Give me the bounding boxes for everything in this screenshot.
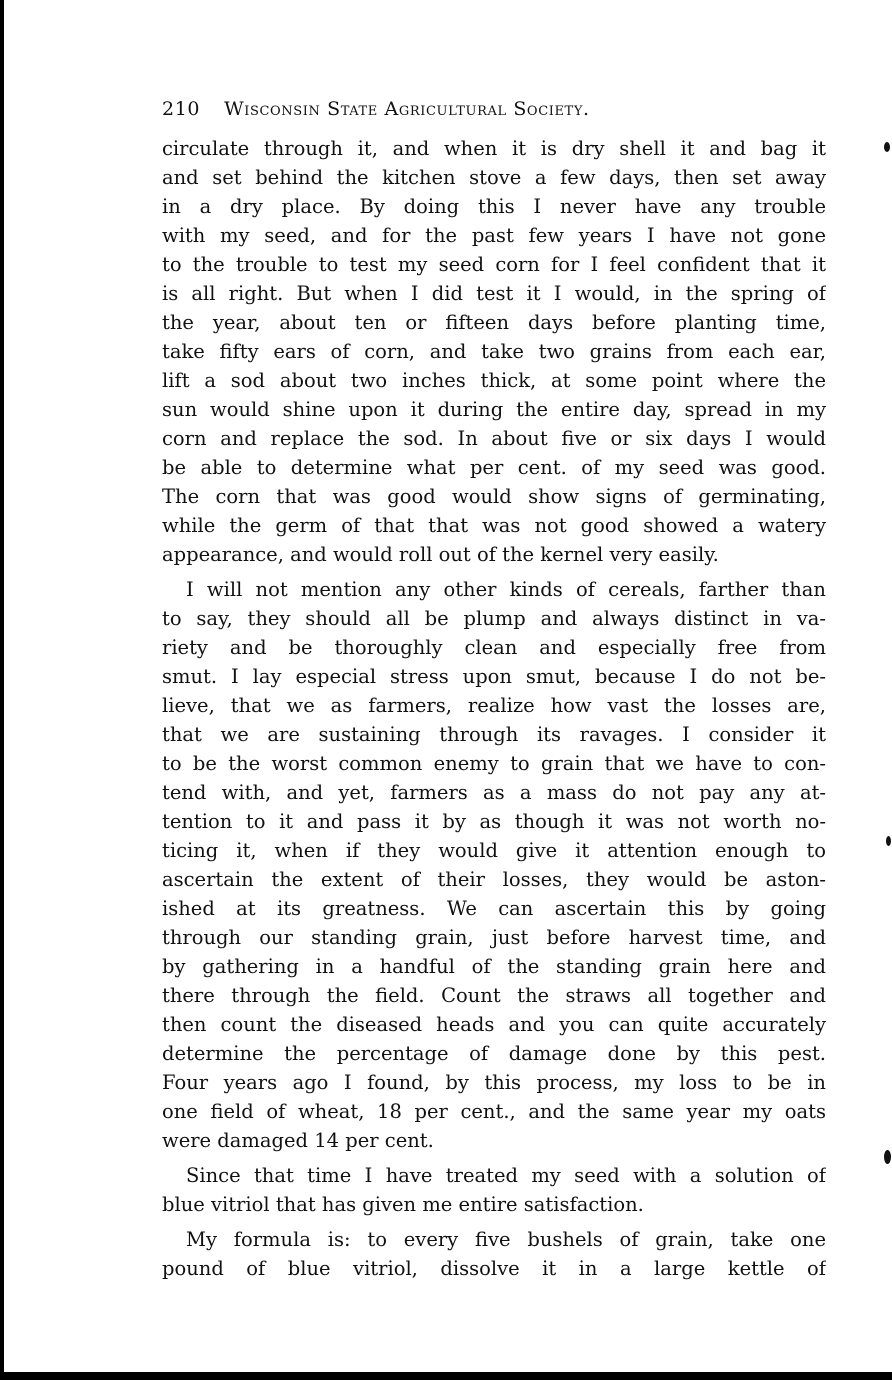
text-line: smut. I lay especial stress upon smut, because I do not be-	[162, 665, 826, 688]
text-line: appearance, and would roll out of the kernel very easily.	[162, 543, 719, 566]
text-line: circulate through it, and when it is dry shell it and bag it	[162, 137, 826, 160]
text-line: blue vitriol that has given me entire satisfaction.	[162, 1193, 644, 1216]
text-line: Since that time I have treated my seed with a solution of	[186, 1164, 826, 1187]
text-line: tention to it and pass it by as though it was not worth no-	[162, 810, 826, 833]
text-line: while the germ of that that was not good showed a watery	[162, 514, 826, 537]
text-line: My formula is: to every five bushels of grain, take one	[186, 1228, 826, 1251]
paragraph	[162, 1161, 826, 1219]
text-line: take fifty ears of corn, and take two grains from each ear,	[162, 340, 826, 363]
paragraph	[162, 134, 826, 569]
text-line: in a dry place. By doing this I never have any trouble	[162, 195, 826, 218]
text-line: lift a sod about two inches thick, at some point where the	[162, 369, 826, 392]
running-head	[162, 98, 826, 120]
text-line: the year, about ten or fifteen days before planting time,	[162, 311, 826, 334]
text-line: then count the diseased heads and you can quite accurately	[162, 1013, 826, 1036]
text-line: were damaged 14 per cent.	[162, 1129, 434, 1152]
scan-bottom-border	[0, 1372, 892, 1380]
speck-mark	[884, 1150, 891, 1164]
text-line: through our standing grain, just before harvest time, and	[162, 926, 826, 949]
text-line: and set behind the kitchen stove a few days, then set away	[162, 166, 826, 189]
text-line: be able to determine what per cent. of my seed was good.	[162, 456, 826, 479]
text-line: one field of wheat, 18 per cent., and the same year my oats	[162, 1100, 826, 1123]
page-number: 210	[162, 98, 201, 120]
text-line: ticing it, when if they would give it attention enough to	[162, 839, 826, 862]
text-line: pound of blue vitriol, dissolve it in a large kettle of	[162, 1257, 826, 1280]
text-line: determine the percentage of damage done by this pest.	[162, 1042, 826, 1065]
paragraph	[162, 1225, 826, 1283]
text-line: to be the worst common enemy to grain that we have to con-	[162, 752, 826, 775]
text-line: corn and replace the sod. In about five or six days I would	[162, 427, 826, 450]
text-line: is all right. But when I did test it I would, in the spring of	[162, 282, 826, 305]
text-line: The corn that was good would show signs of germinating,	[162, 485, 826, 508]
text-line: sun would shine upon it during the entire day, spread in my	[162, 398, 826, 421]
text-line: to the trouble to test my seed corn for I feel confident that it	[162, 253, 826, 276]
text-line: tend with, and yet, farmers as a mass do not pay any at-	[162, 781, 826, 804]
text-line: riety and be thoroughly clean and especially free from	[162, 636, 826, 659]
speck-mark	[884, 142, 890, 152]
book-page	[162, 98, 826, 1289]
text-line: ished at its greatness. We can ascertain this by going	[162, 897, 826, 920]
scan-left-border	[0, 0, 4, 1380]
text-line: that we are sustaining through its ravages. I consider it	[162, 723, 826, 746]
text-line: I will not mention any other kinds of cereals, farther than	[186, 578, 826, 601]
text-line: to say, they should all be plump and always distinct in va-	[162, 607, 826, 630]
paragraph	[162, 575, 826, 1155]
text-line: Four years ago I found, by this process, my loss to be in	[162, 1071, 826, 1094]
text-line: with my seed, and for the past few years I have not gone	[162, 224, 826, 247]
running-head-title: Wisconsin State Agricultural Society.	[224, 98, 590, 120]
text-line: there through the field. Count the straws all together and	[162, 984, 826, 1007]
text-line: by gathering in a handful of the standing grain here and	[162, 955, 826, 978]
speck-mark	[886, 836, 891, 846]
text-line: lieve, that we as farmers, realize how vast the losses are,	[162, 694, 826, 717]
text-line: ascertain the extent of their losses, they would be aston-	[162, 868, 826, 891]
